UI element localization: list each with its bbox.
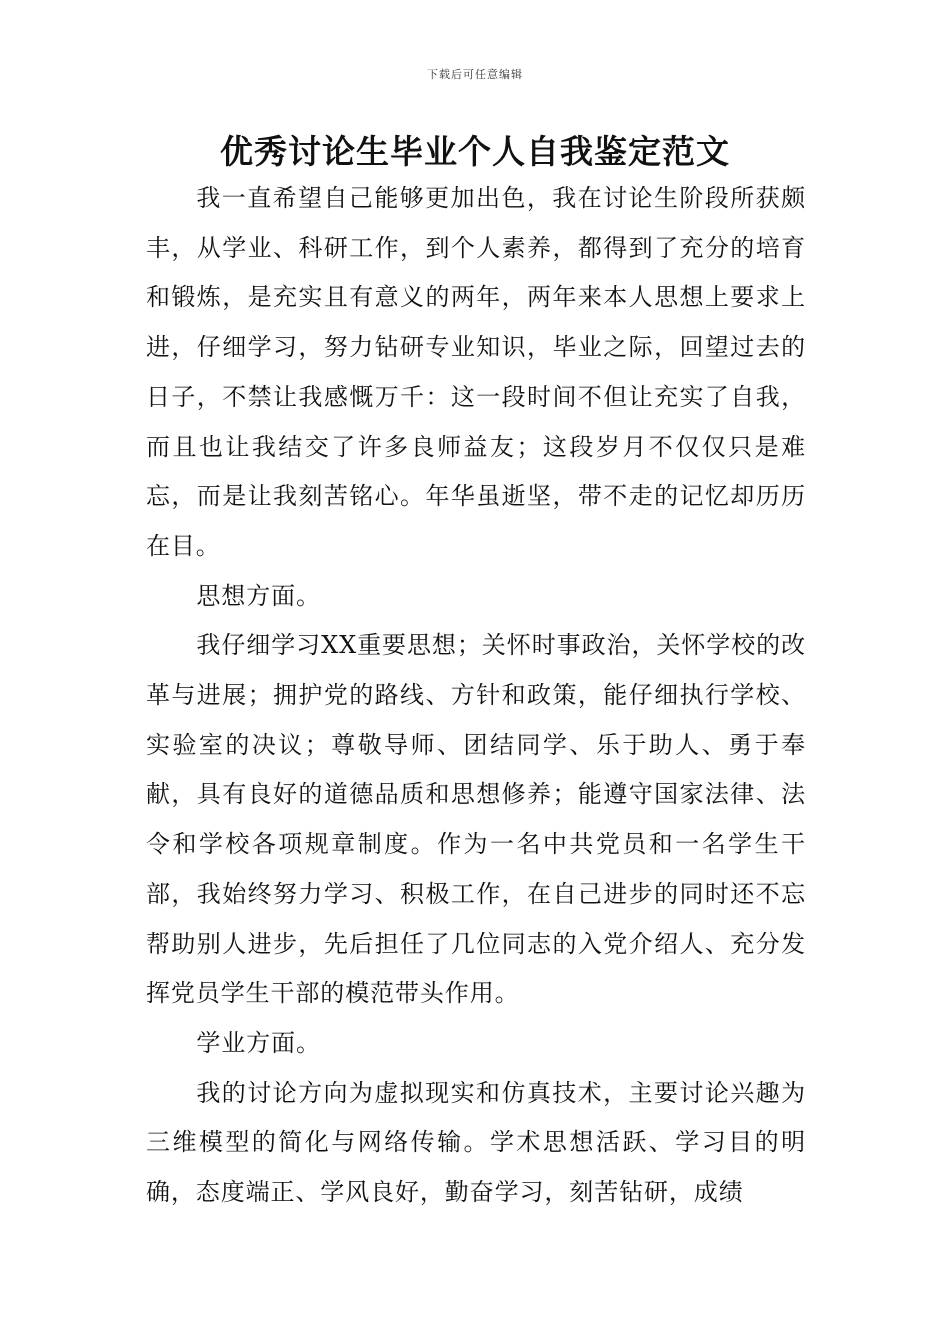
paragraph-thought: 我仔细学习XX重要思想；关怀时事政治，关怀学校的改革与进展；拥护党的路线、方针和政策，能仔细执行学校、实验室的决议；尊敬导师、团结同学、乐于助人、勇于奉献，具有良好的道德品质和思想修养；能遵守国家法律、法令和学校各项规章制度。作为一名中共党员和一名学生干部，我始终努力学习、积极工作，在自己进步的同时还不忘帮助别人进步，先后担任了几位同志的入党介绍人、充分发挥党员学生干部的模范带头作用。	[146, 631, 806, 1008]
document-body	[146, 174, 806, 1218]
paragraph-intro: 我一直希望自己能够更加出色，我在讨论生阶段所获颇丰，从学业、科研工作，到个人素养，都得到了充分的培育和锻炼，是充实且有意义的两年，两年来本人思想上要求上进，仔细学习，努力钻研专业知识，毕业之际，回望过去的日子，不禁让我感慨万千：这一段时间不但让充实了自我，而且也让我结交了许多良师益友；这段岁月不仅仅只是难忘，而是让我刻苦铭心。年华虽逝坚，带不走的记忆却历历在目。	[146, 184, 806, 560]
header-note: 下载后可任意编辑	[427, 68, 523, 81]
document-title: 优秀讨论生毕业个人自我鉴定范文	[220, 132, 730, 171]
section-heading-study: 学业方面。	[196, 1028, 321, 1057]
paragraph-study: 我的讨论方向为虚拟现实和仿真技术，主要讨论兴趣为三维模型的简化与网络传输。学术思想活跃、学习目的明确，态度端正、学风良好，勤奋学习，刻苦钻研，成绩	[146, 1078, 806, 1207]
section-heading-thought: 思想方面。	[196, 581, 321, 610]
